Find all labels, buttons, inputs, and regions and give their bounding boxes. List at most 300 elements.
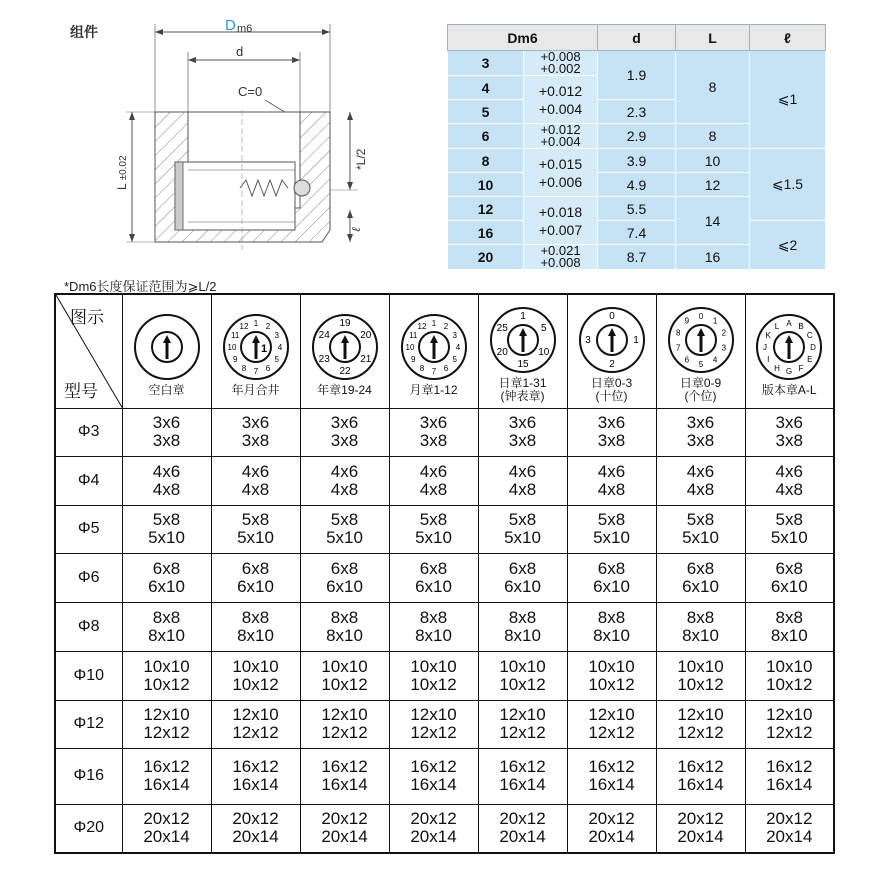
table-row [55, 602, 834, 651]
size-option: 4x8 [330, 479, 359, 499]
size-cell [567, 553, 656, 602]
svg-text:9: 9 [232, 354, 237, 364]
svg-text:7: 7 [253, 366, 258, 376]
size-cell [478, 651, 567, 700]
svg-text:4: 4 [712, 355, 717, 365]
spec-d: 7.4 [598, 221, 676, 245]
assembly-drawing [60, 10, 430, 270]
svg-text:12: 12 [239, 321, 248, 331]
table-row [55, 408, 834, 456]
stamp-column-header [745, 294, 834, 408]
svg-text:8: 8 [419, 363, 424, 373]
stamp-column-header [478, 294, 567, 408]
svg-text:2: 2 [443, 321, 448, 331]
size-option: 5x10 [593, 528, 630, 547]
size-cell [745, 553, 834, 602]
dim-D-label: D [225, 17, 236, 34]
svg-text:G: G [786, 366, 793, 376]
size-cell [567, 602, 656, 651]
corner-top-label: 图示 [70, 308, 104, 327]
size-option: 6x10 [593, 576, 630, 596]
size-option: 3x6 [686, 413, 715, 432]
table-row [55, 553, 834, 602]
stamp-model-table [54, 293, 835, 854]
svg-text:3: 3 [584, 335, 591, 347]
blank-stamp-icon [132, 312, 202, 382]
svg-text:E: E [807, 354, 813, 364]
spec-d: 8.7 [598, 245, 676, 270]
size-cell [656, 505, 745, 553]
svg-text:J: J [763, 342, 768, 352]
svg-text:11: 11 [230, 330, 239, 340]
size-option: 20x12 [232, 809, 279, 829]
dim-L-tolerance: ±0.02 [118, 155, 129, 181]
size-cell [211, 748, 300, 804]
size-cell [122, 408, 211, 456]
size-option: 20x14 [499, 827, 546, 847]
size-cell [122, 748, 211, 804]
size-option: 8x8 [241, 607, 270, 627]
size-option: 3x6 [775, 413, 803, 432]
size-cell [300, 456, 389, 505]
svg-text:A: A [786, 318, 792, 328]
year-stamp-icon [310, 312, 380, 382]
size-option: 4x6 [330, 461, 359, 481]
svg-text:12: 12 [417, 321, 426, 331]
model-label: Φ20 [55, 804, 122, 853]
size-option: 8x8 [775, 607, 803, 627]
dim-Lhalf-label: *L/2 [354, 148, 368, 170]
size-option: 10x10 [410, 656, 457, 676]
size-option: 4x6 [419, 461, 448, 481]
model-label: Φ12 [55, 700, 122, 748]
size-option: 12x10 [677, 705, 724, 724]
tens-stamp-icon [577, 305, 647, 375]
size-option: 8x8 [152, 607, 181, 627]
svg-text:0: 0 [698, 312, 703, 322]
spec-L: 8 [676, 51, 750, 124]
stamp-column-label: 年月合井 [231, 382, 280, 397]
size-option: 10x12 [766, 674, 813, 694]
svg-text:9: 9 [684, 316, 689, 326]
size-option: 5x8 [419, 510, 448, 529]
size-option: 8x10 [148, 625, 185, 645]
size-option: 12x10 [143, 705, 190, 724]
size-option: 20x12 [410, 809, 457, 829]
svg-text:1: 1 [253, 318, 258, 328]
size-option: 5x8 [686, 510, 715, 529]
size-option: 20x12 [499, 809, 546, 829]
model-label: Φ3 [55, 408, 122, 456]
stamp-column-label: 日章0-3 [590, 376, 633, 391]
model-label: Φ4 [55, 456, 122, 505]
size-cell [211, 700, 300, 748]
size-option: 5x10 [415, 528, 452, 547]
size-cell [478, 804, 567, 853]
size-option: 5x8 [330, 510, 359, 529]
size-option: 16x14 [232, 775, 279, 794]
dim-ell-label: ℓ [349, 227, 363, 232]
spec-header-ell: ℓ [750, 25, 826, 51]
svg-text:6: 6 [265, 363, 270, 373]
size-option: 20x12 [143, 809, 190, 829]
size-option: 3x8 [597, 431, 626, 450]
size-option: 4x8 [508, 479, 537, 499]
spec-L: 14 [676, 197, 750, 245]
table-row [55, 700, 834, 748]
svg-text:25: 25 [496, 323, 508, 335]
size-option: 10x10 [143, 656, 190, 676]
svg-text:10: 10 [405, 342, 414, 352]
size-cell [122, 804, 211, 853]
size-option: 8x10 [237, 625, 274, 645]
spec-tol: +0.012 +0.004 [524, 124, 598, 149]
size-option: 6x10 [415, 576, 452, 596]
size-option: 10x12 [499, 674, 546, 694]
size-option: 16x14 [766, 775, 813, 794]
svg-text:L: L [775, 321, 780, 331]
spec-tol: +0.018 +0.007 [524, 197, 598, 245]
size-cell [478, 748, 567, 804]
size-cell [656, 748, 745, 804]
size-option: 3x6 [241, 413, 270, 432]
svg-text:1: 1 [260, 342, 267, 355]
size-option: 3x8 [152, 431, 181, 450]
size-cell [745, 748, 834, 804]
size-option: 20x12 [321, 809, 368, 829]
size-option: 12x12 [588, 723, 635, 742]
dm6-length-note: *Dm6长度保证范围为⩾L/2 [64, 279, 217, 294]
size-option: 10x10 [321, 656, 368, 676]
size-cell [389, 700, 478, 748]
size-option: 6x8 [686, 558, 715, 578]
size-option: 4x8 [775, 479, 803, 499]
size-option: 8x10 [415, 625, 452, 645]
size-option: 20x12 [588, 809, 635, 829]
size-option: 3x8 [775, 431, 803, 450]
size-option: 3x6 [508, 413, 537, 432]
size-cell [478, 700, 567, 748]
svg-text:6: 6 [684, 355, 689, 365]
spec-ell: ⩽1.5 [750, 149, 826, 221]
spec-dm6: 5 [448, 100, 524, 124]
spec-header-dm6: Dm6 [448, 25, 598, 51]
svg-text:24: 24 [318, 329, 330, 341]
size-option: 3x8 [241, 431, 270, 450]
size-option: 4x8 [152, 479, 181, 499]
size-option: 6x10 [148, 576, 185, 596]
size-cell [478, 553, 567, 602]
size-option: 5x8 [597, 510, 626, 529]
spec-tol: +0.021 +0.008 [524, 245, 598, 270]
stamp-column-label: 空白章 [148, 382, 185, 397]
size-cell [656, 700, 745, 748]
size-option: 12x12 [410, 723, 457, 742]
size-cell [211, 651, 300, 700]
svg-text:1: 1 [519, 311, 526, 323]
size-option: 16x12 [766, 757, 813, 776]
size-cell [745, 651, 834, 700]
svg-text:21: 21 [359, 353, 371, 365]
size-cell [478, 602, 567, 651]
size-cell [656, 553, 745, 602]
size-cell [389, 602, 478, 651]
spec-L: 10 [676, 149, 750, 173]
size-option: 10x12 [232, 674, 279, 694]
spec-L: 12 [676, 173, 750, 197]
size-option: 5x10 [504, 528, 541, 547]
size-option: 12x10 [499, 705, 546, 724]
size-option: 4x6 [597, 461, 626, 481]
units-stamp-icon [666, 305, 736, 375]
size-option: 8x10 [770, 625, 808, 645]
size-option: 4x6 [775, 461, 803, 481]
svg-text:I: I [767, 354, 770, 364]
size-option: 5x10 [682, 528, 719, 547]
chamfer-label: C=0 [238, 84, 263, 99]
svg-text:5: 5 [540, 323, 547, 335]
size-option: 16x14 [588, 775, 635, 794]
svg-text:1: 1 [431, 318, 436, 328]
size-option: 8x10 [504, 625, 541, 645]
size-cell [656, 804, 745, 853]
size-option: 12x10 [766, 705, 813, 724]
size-option: 16x12 [232, 757, 279, 776]
size-option: 3x8 [508, 431, 537, 450]
stamp-column-header [300, 294, 389, 408]
svg-text:6: 6 [443, 363, 448, 373]
size-cell [122, 651, 211, 700]
size-cell [389, 553, 478, 602]
size-option: 16x12 [588, 757, 635, 776]
spec-dm6: 20 [448, 245, 524, 270]
table-row [55, 505, 834, 553]
svg-text:B: B [798, 321, 804, 331]
size-option: 16x12 [143, 757, 190, 776]
size-cell [656, 408, 745, 456]
size-option: 6x10 [770, 576, 808, 596]
spec-d: 5.5 [598, 197, 676, 221]
svg-text:2: 2 [608, 359, 615, 371]
stamp-column-header [567, 294, 656, 408]
size-cell [567, 700, 656, 748]
size-cell [567, 505, 656, 553]
svg-text:3: 3 [721, 343, 726, 353]
spec-d: 2.9 [598, 124, 676, 149]
svg-text:8: 8 [675, 328, 680, 338]
svg-text:2: 2 [265, 321, 270, 331]
size-option: 3x8 [686, 431, 715, 450]
svg-text:5: 5 [274, 354, 279, 364]
size-option: 12x12 [499, 723, 546, 742]
size-option: 8x8 [330, 607, 359, 627]
model-label: Φ8 [55, 602, 122, 651]
size-cell [389, 408, 478, 456]
size-option: 12x12 [143, 723, 190, 742]
size-option: 10x10 [766, 656, 813, 676]
size-option: 6x10 [682, 576, 719, 596]
spec-dm6: 8 [448, 149, 524, 173]
svg-text:10: 10 [537, 347, 549, 359]
size-option: 3x8 [330, 431, 359, 450]
svg-text:4: 4 [455, 342, 460, 352]
assembly-label: 组件 [70, 24, 98, 40]
spec-tol: +0.008 +0.002 [524, 51, 598, 76]
spec-ell: ⩽1 [750, 51, 826, 149]
size-option: 4x6 [241, 461, 270, 481]
corner-bottom-label: 型号 [64, 381, 98, 401]
size-cell [211, 804, 300, 853]
size-option: 10x10 [677, 656, 724, 676]
size-cell [300, 700, 389, 748]
table-row [55, 456, 834, 505]
size-cell [567, 804, 656, 853]
size-option: 6x10 [326, 576, 363, 596]
size-option: 10x10 [499, 656, 546, 676]
stamp-column-sublabel: (个位) [684, 389, 717, 404]
size-option: 6x8 [597, 558, 626, 578]
spec-dm6: 12 [448, 197, 524, 221]
size-cell [300, 804, 389, 853]
size-option: 12x12 [232, 723, 279, 742]
size-option: 10x12 [677, 674, 724, 694]
year-month-stamp-icon [221, 312, 291, 382]
size-option: 8x10 [593, 625, 630, 645]
size-option: 16x14 [143, 775, 190, 794]
size-cell [567, 408, 656, 456]
dim-D-sub: m6 [237, 23, 253, 35]
size-cell [122, 602, 211, 651]
stamp-column-label: 版本章A-L [761, 382, 817, 397]
spec-dm6: 10 [448, 173, 524, 197]
size-option: 6x8 [330, 558, 359, 578]
size-cell [745, 505, 834, 553]
stamp-column-header [211, 294, 300, 408]
size-option: 10x12 [143, 674, 190, 694]
size-cell [656, 651, 745, 700]
svg-text:11: 11 [408, 330, 417, 340]
svg-text:5: 5 [698, 360, 703, 370]
size-option: 16x14 [499, 775, 546, 794]
size-cell [211, 456, 300, 505]
size-option: 8x8 [419, 607, 448, 627]
letters-stamp-icon [754, 312, 824, 382]
size-cell [745, 456, 834, 505]
dim-d-label: d [236, 44, 244, 59]
svg-text:H: H [774, 363, 781, 373]
svg-text:D: D [810, 342, 817, 352]
size-option: 8x10 [326, 625, 363, 645]
size-option: 6x8 [419, 558, 448, 578]
corner-cell [55, 294, 122, 408]
svg-text:1: 1 [632, 335, 639, 347]
size-option: 12x12 [766, 723, 813, 742]
svg-text:C: C [807, 330, 813, 340]
size-option: 4x6 [686, 461, 715, 481]
size-option: 8x8 [508, 607, 537, 627]
svg-text:3: 3 [274, 330, 279, 340]
size-option: 12x10 [588, 705, 635, 724]
size-option: 5x10 [770, 528, 808, 547]
size-option: 20x12 [766, 809, 813, 829]
size-option: 20x12 [677, 809, 724, 829]
size-option: 5x10 [326, 528, 363, 547]
size-cell [300, 748, 389, 804]
spec-L: 16 [676, 245, 750, 270]
svg-text:22: 22 [338, 365, 351, 377]
svg-text:10: 10 [227, 342, 236, 352]
spec-ell: ⩽2 [750, 221, 826, 270]
size-option: 16x12 [321, 757, 368, 776]
size-option: 20x14 [677, 827, 724, 847]
size-option: 6x8 [775, 558, 803, 578]
stamp-column-header [389, 294, 478, 408]
dim-L-letter: L [115, 183, 129, 190]
size-cell [300, 602, 389, 651]
size-option: 6x10 [504, 576, 541, 596]
svg-text:8: 8 [241, 363, 246, 373]
size-option: 20x14 [766, 827, 813, 847]
size-cell [389, 748, 478, 804]
size-option: 6x10 [237, 576, 274, 596]
size-option: 6x8 [152, 558, 181, 578]
size-cell [745, 804, 834, 853]
dim-L-label [115, 155, 129, 190]
size-cell [567, 456, 656, 505]
size-option: 12x12 [321, 723, 368, 742]
size-cell [389, 456, 478, 505]
spec-dm6: 6 [448, 124, 524, 149]
spec-header-d: d [598, 25, 676, 51]
stamp-column-sublabel: (十位) [595, 389, 628, 404]
size-option: 5x10 [237, 528, 274, 547]
size-option: 10x12 [588, 674, 635, 694]
size-option: 16x12 [677, 757, 724, 776]
size-cell [300, 553, 389, 602]
size-option: 3x6 [419, 413, 448, 432]
svg-text:5: 5 [452, 354, 457, 364]
svg-text:1: 1 [712, 316, 717, 326]
spec-d: 1.9 [598, 51, 676, 100]
stamp-column-label: 月章1-12 [409, 382, 458, 397]
size-option: 10x10 [232, 656, 279, 676]
stamp-column-header [656, 294, 745, 408]
size-option: 16x12 [499, 757, 546, 776]
size-option: 4x8 [686, 479, 715, 499]
size-option: 20x14 [321, 827, 368, 847]
size-cell [300, 408, 389, 456]
size-option: 20x14 [143, 827, 190, 847]
spec-tol: +0.015 +0.006 [524, 149, 598, 197]
stamp-column-label: 日章1-31 [498, 376, 547, 391]
model-label: Φ10 [55, 651, 122, 700]
size-cell [567, 748, 656, 804]
table-row [55, 748, 834, 804]
month-stamp-icon [399, 312, 469, 382]
size-option: 5x8 [508, 510, 537, 529]
size-option: 5x8 [241, 510, 270, 529]
svg-text:9: 9 [410, 354, 415, 364]
size-option: 16x14 [677, 775, 724, 794]
spec-dm6: 3 [448, 51, 524, 76]
size-cell [211, 602, 300, 651]
size-cell [656, 456, 745, 505]
spec-table [447, 24, 826, 270]
size-option: 4x8 [419, 479, 448, 499]
size-option: 20x14 [410, 827, 457, 847]
svg-text:20: 20 [496, 347, 508, 359]
size-cell [478, 408, 567, 456]
